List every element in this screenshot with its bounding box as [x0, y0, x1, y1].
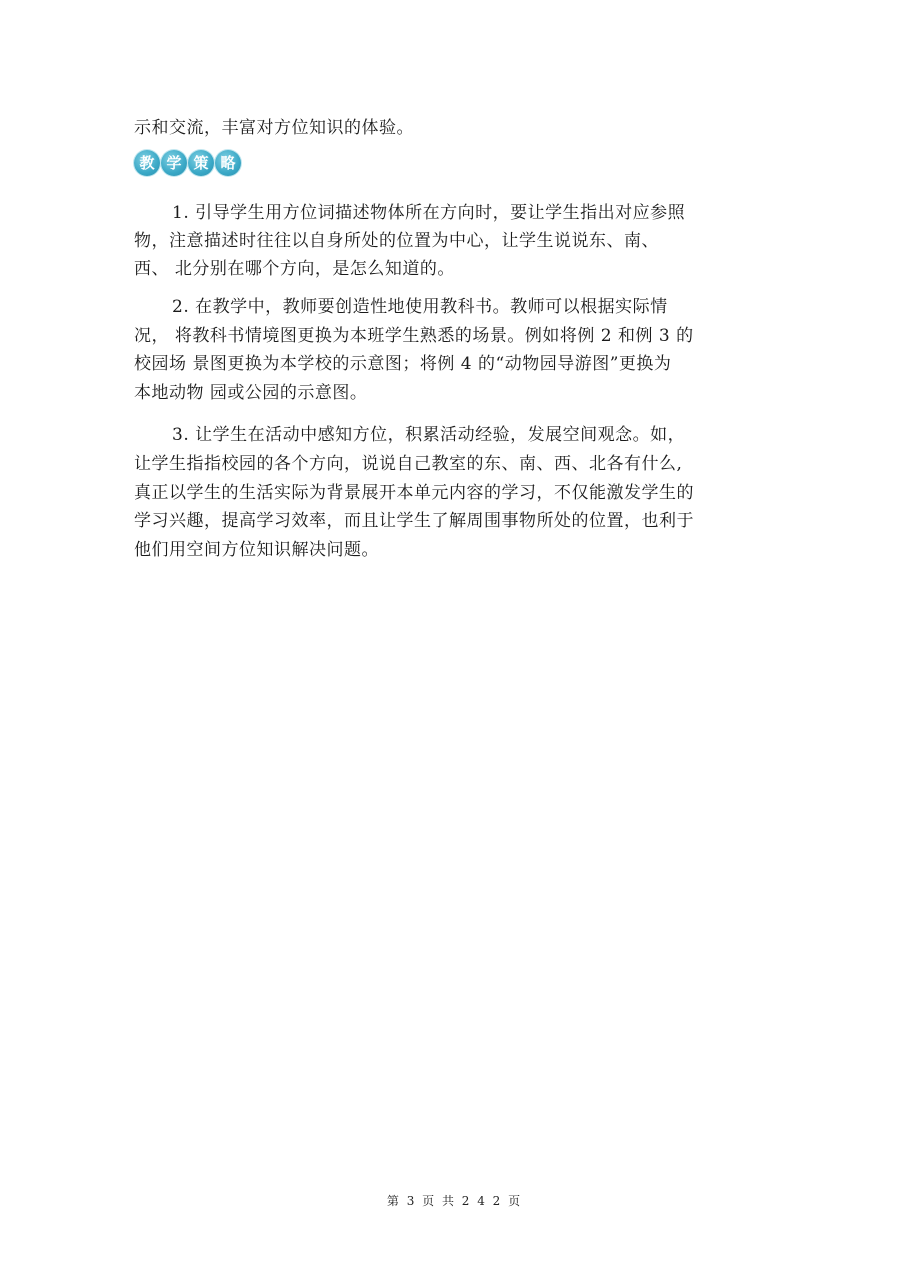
paragraph-1-line-2: 物，注意描述时往往以自身所处的位置为中心，让学生说说东、南、	[134, 231, 659, 251]
section-header-char: 教	[134, 150, 160, 176]
paragraph-1-line-3: 西、 北分别在哪个方向，是怎么知道的。	[134, 259, 455, 279]
paragraph-3-line-3: 真正以学生的生活实际为背景展开本单元内容的学习，不仅能激发学生的	[134, 483, 694, 503]
paragraph-3-line-2: 让学生指指校园的各个方向，说说自己教室的东、南、西、北各有什么,	[134, 454, 683, 474]
section-header-teaching-strategy	[134, 150, 242, 176]
section-header-char: 策	[188, 150, 214, 176]
paragraph-2-line-3: 校园场 景图更换为本学校的示意图；将例 4 的“动物园导游图”更换为	[134, 354, 672, 374]
paragraph-2-line-1: 2. 在教学中，教师要创造性地使用教科书。教师可以根据实际情	[172, 297, 668, 317]
page-number-footer: 第 3 页 共 2 4 2 页	[386, 1194, 523, 1208]
paragraph-3-line-4: 学习兴趣，提高学习效率，而且让学生了解周围事物所处的位置，也利于	[134, 511, 694, 531]
section-header-char: 学	[161, 150, 187, 176]
section-header-char: 略	[215, 150, 241, 176]
paragraph-3-line-5: 他们用空间方位知识解决问题。	[134, 540, 379, 560]
paragraph-2-line-4: 本地动物 园或公园的示意图。	[134, 383, 368, 403]
paragraph-1-line-1: 1. 引导学生用方位词描述物体所在方向时，要让学生指出对应参照	[172, 203, 686, 223]
paragraph-3-line-1: 3. 让学生在活动中感知方位，积累活动经验，发展空间观念。如，	[172, 425, 686, 445]
paragraph-2-line-2: 况， 将教科书情境图更换为本班学生熟悉的场景。例如将例 2 和例 3 的	[134, 326, 694, 346]
intro-line: 示和交流，丰富对方位知识的体验。	[134, 118, 414, 138]
